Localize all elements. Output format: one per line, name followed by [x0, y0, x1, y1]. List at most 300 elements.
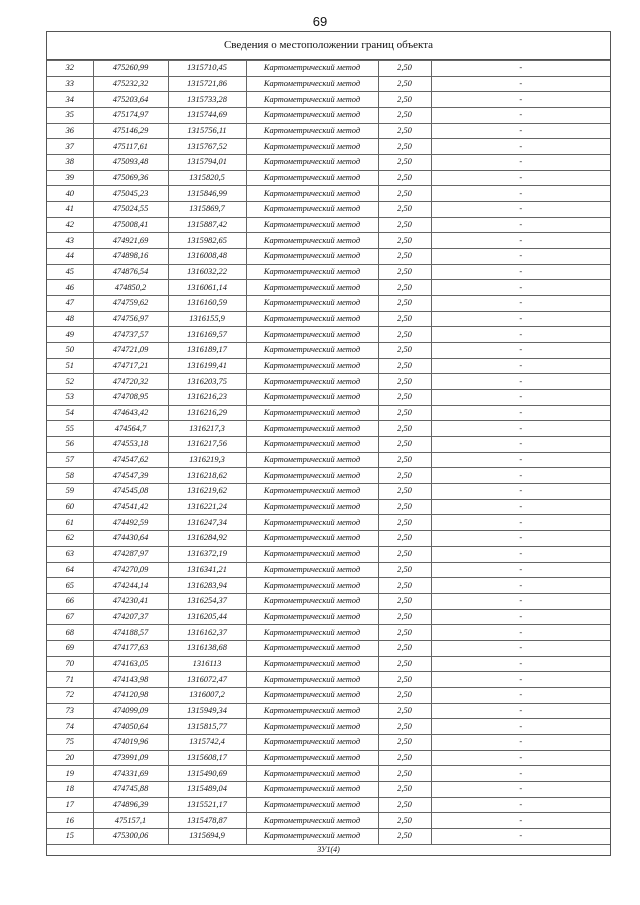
- coord-x: 473991,09: [93, 750, 168, 766]
- method-cell: Картометрический метод: [246, 374, 378, 390]
- point-number: 51: [47, 358, 93, 374]
- point-number: 58: [47, 468, 93, 484]
- note-cell: -: [431, 546, 610, 562]
- note-cell: -: [431, 781, 610, 797]
- method-cell: Картометрический метод: [246, 233, 378, 249]
- accuracy-cell: 2,50: [378, 640, 431, 656]
- accuracy-cell: 2,50: [378, 468, 431, 484]
- method-cell: Картометрический метод: [246, 484, 378, 500]
- coord-x: 474207,37: [93, 609, 168, 625]
- coord-x: 474244,14: [93, 578, 168, 594]
- point-number: 47: [47, 296, 93, 312]
- coord-x: 474492,59: [93, 515, 168, 531]
- coord-y: 1316372,19: [168, 546, 246, 562]
- accuracy-cell: 2,50: [378, 593, 431, 609]
- coord-y: 1315982,65: [168, 233, 246, 249]
- note-cell: -: [431, 672, 610, 688]
- coord-y: 1316341,21: [168, 562, 246, 578]
- coord-y: 1315794,01: [168, 155, 246, 171]
- coord-x: 474230,41: [93, 593, 168, 609]
- coord-x: 475232,32: [93, 76, 168, 92]
- note-cell: -: [431, 797, 610, 813]
- accuracy-cell: 2,50: [378, 484, 431, 500]
- coord-y: 1316217,56: [168, 437, 246, 453]
- point-number: 39: [47, 170, 93, 186]
- point-number: 71: [47, 672, 93, 688]
- coord-x: 474547,62: [93, 452, 168, 468]
- table-row: [47, 750, 610, 766]
- coord-y: 1316072,47: [168, 672, 246, 688]
- point-number: 43: [47, 233, 93, 249]
- method-cell: Картометрический метод: [246, 405, 378, 421]
- coord-y: 1316284,92: [168, 531, 246, 547]
- method-cell: Картометрический метод: [246, 593, 378, 609]
- coord-x: 474898,16: [93, 249, 168, 265]
- method-cell: Картометрический метод: [246, 515, 378, 531]
- accuracy-cell: 2,50: [378, 343, 431, 359]
- method-cell: Картометрический метод: [246, 640, 378, 656]
- coord-y: 1315490,69: [168, 766, 246, 782]
- coord-y: 1316218,62: [168, 468, 246, 484]
- method-cell: Картометрический метод: [246, 280, 378, 296]
- point-number: 60: [47, 499, 93, 515]
- coord-y: 1316205,44: [168, 609, 246, 625]
- method-cell: Картометрический метод: [246, 76, 378, 92]
- point-number: 72: [47, 687, 93, 703]
- accuracy-cell: 2,50: [378, 202, 431, 218]
- method-cell: Картометрический метод: [246, 734, 378, 750]
- accuracy-cell: 2,50: [378, 390, 431, 406]
- table-row: [47, 452, 610, 468]
- coord-x: 474050,64: [93, 719, 168, 735]
- method-cell: Картометрический метод: [246, 327, 378, 343]
- coord-y: 1316032,22: [168, 264, 246, 280]
- accuracy-cell: 2,50: [378, 734, 431, 750]
- point-number: 61: [47, 515, 93, 531]
- note-cell: -: [431, 593, 610, 609]
- point-number: 36: [47, 123, 93, 139]
- method-cell: Картометрический метод: [246, 766, 378, 782]
- point-number: 54: [47, 405, 93, 421]
- note-cell: -: [431, 264, 610, 280]
- coord-y: 1316155,9: [168, 311, 246, 327]
- point-number: 40: [47, 186, 93, 202]
- table-row: [47, 546, 610, 562]
- method-cell: Картометрический метод: [246, 813, 378, 829]
- point-number: 55: [47, 421, 93, 437]
- note-cell: -: [431, 217, 610, 233]
- coord-x: 475117,61: [93, 139, 168, 155]
- coord-y: 1316138,68: [168, 640, 246, 656]
- point-number: 63: [47, 546, 93, 562]
- note-cell: -: [431, 656, 610, 672]
- point-number: 34: [47, 92, 93, 108]
- note-cell: -: [431, 515, 610, 531]
- accuracy-cell: 2,50: [378, 687, 431, 703]
- table-row: [47, 92, 610, 108]
- table-row: [47, 233, 610, 249]
- accuracy-cell: 2,50: [378, 217, 431, 233]
- accuracy-cell: 2,50: [378, 813, 431, 829]
- point-number: 38: [47, 155, 93, 171]
- note-cell: -: [431, 531, 610, 547]
- accuracy-cell: 2,50: [378, 828, 431, 843]
- note-cell: -: [431, 139, 610, 155]
- table-row: [47, 562, 610, 578]
- coord-x: 474921,69: [93, 233, 168, 249]
- table-row: [47, 719, 610, 735]
- point-number: 18: [47, 781, 93, 797]
- point-number: 41: [47, 202, 93, 218]
- point-number: 42: [47, 217, 93, 233]
- note-cell: -: [431, 76, 610, 92]
- coord-x: 475174,97: [93, 108, 168, 124]
- coord-y: 1315756,11: [168, 123, 246, 139]
- coord-y: 1315489,04: [168, 781, 246, 797]
- point-number: 20: [47, 750, 93, 766]
- coord-y: 1315521,17: [168, 797, 246, 813]
- note-cell: -: [431, 719, 610, 735]
- method-cell: Картометрический метод: [246, 562, 378, 578]
- note-cell: -: [431, 562, 610, 578]
- coord-x: 474430,64: [93, 531, 168, 547]
- table-row: [47, 155, 610, 171]
- table-row: [47, 515, 610, 531]
- coord-x: 474331,69: [93, 766, 168, 782]
- boundary-table-frame: [46, 31, 611, 856]
- table-row: [47, 781, 610, 797]
- table-row: [47, 734, 610, 750]
- coord-y: 1316203,75: [168, 374, 246, 390]
- method-cell: Картометрический метод: [246, 797, 378, 813]
- note-cell: -: [431, 813, 610, 829]
- point-number: 37: [47, 139, 93, 155]
- point-number: 17: [47, 797, 93, 813]
- accuracy-cell: 2,50: [378, 61, 431, 77]
- coord-y: 1316283,94: [168, 578, 246, 594]
- note-cell: -: [431, 123, 610, 139]
- table-row: [47, 625, 610, 641]
- coord-y: 1315949,34: [168, 703, 246, 719]
- coord-x: 474099,09: [93, 703, 168, 719]
- table-row: [47, 468, 610, 484]
- coord-y: 1315846,99: [168, 186, 246, 202]
- method-cell: Картометрический метод: [246, 656, 378, 672]
- accuracy-cell: 2,50: [378, 280, 431, 296]
- table-row: [47, 217, 610, 233]
- accuracy-cell: 2,50: [378, 766, 431, 782]
- coord-x: 474177,63: [93, 640, 168, 656]
- coord-x: 474720,32: [93, 374, 168, 390]
- method-cell: Картометрический метод: [246, 781, 378, 797]
- coord-y: 1316217,3: [168, 421, 246, 437]
- coord-x: 475008,41: [93, 217, 168, 233]
- table-row: [47, 828, 610, 843]
- table-row: [47, 108, 610, 124]
- table-row: [47, 499, 610, 515]
- accuracy-cell: 2,50: [378, 703, 431, 719]
- coord-x: 474721,09: [93, 343, 168, 359]
- method-cell: Картометрический метод: [246, 578, 378, 594]
- note-cell: -: [431, 734, 610, 750]
- note-cell: -: [431, 468, 610, 484]
- coord-x: 474019,96: [93, 734, 168, 750]
- point-number: 66: [47, 593, 93, 609]
- note-cell: -: [431, 108, 610, 124]
- note-cell: -: [431, 640, 610, 656]
- note-cell: -: [431, 280, 610, 296]
- coord-y: 1316169,57: [168, 327, 246, 343]
- coord-x: 475260,99: [93, 61, 168, 77]
- note-cell: -: [431, 484, 610, 500]
- coord-y: 1315767,52: [168, 139, 246, 155]
- method-cell: Картометрический метод: [246, 217, 378, 233]
- table-row: [47, 296, 610, 312]
- point-number: 65: [47, 578, 93, 594]
- coord-x: 474756,97: [93, 311, 168, 327]
- table-row: [47, 358, 610, 374]
- coord-y: 1316113: [168, 656, 246, 672]
- method-cell: Картометрический метод: [246, 264, 378, 280]
- accuracy-cell: 2,50: [378, 578, 431, 594]
- note-cell: -: [431, 687, 610, 703]
- accuracy-cell: 2,50: [378, 76, 431, 92]
- point-number: 69: [47, 640, 93, 656]
- accuracy-cell: 2,50: [378, 264, 431, 280]
- note-cell: -: [431, 92, 610, 108]
- coordinates-table: [47, 60, 610, 844]
- point-number: 19: [47, 766, 93, 782]
- method-cell: Картометрический метод: [246, 92, 378, 108]
- coord-x: 474270,09: [93, 562, 168, 578]
- coord-x: 475024,55: [93, 202, 168, 218]
- point-number: 57: [47, 452, 93, 468]
- coord-y: 1316061,14: [168, 280, 246, 296]
- coord-x: 474745,88: [93, 781, 168, 797]
- table-row: [47, 609, 610, 625]
- point-number: 49: [47, 327, 93, 343]
- accuracy-cell: 2,50: [378, 672, 431, 688]
- method-cell: Картометрический метод: [246, 170, 378, 186]
- accuracy-cell: 2,50: [378, 452, 431, 468]
- method-cell: Картометрический метод: [246, 186, 378, 202]
- table-row: [47, 484, 610, 500]
- note-cell: -: [431, 358, 610, 374]
- coord-x: 474547,39: [93, 468, 168, 484]
- accuracy-cell: 2,50: [378, 437, 431, 453]
- table-row: [47, 374, 610, 390]
- method-cell: Картометрический метод: [246, 421, 378, 437]
- method-cell: Картометрический метод: [246, 61, 378, 77]
- table-row: [47, 186, 610, 202]
- coord-x: 474120,98: [93, 687, 168, 703]
- note-cell: -: [431, 202, 610, 218]
- accuracy-cell: 2,50: [378, 421, 431, 437]
- accuracy-cell: 2,50: [378, 186, 431, 202]
- coord-y: 1316007,2: [168, 687, 246, 703]
- point-number: 74: [47, 719, 93, 735]
- coord-y: 1315869,7: [168, 202, 246, 218]
- table-row: [47, 593, 610, 609]
- coord-y: 1315710,45: [168, 61, 246, 77]
- coord-y: 1315820,5: [168, 170, 246, 186]
- accuracy-cell: 2,50: [378, 139, 431, 155]
- point-number: 50: [47, 343, 93, 359]
- coord-x: 475069,36: [93, 170, 168, 186]
- coord-x: 474163,05: [93, 656, 168, 672]
- accuracy-cell: 2,50: [378, 515, 431, 531]
- method-cell: Картометрический метод: [246, 452, 378, 468]
- coord-x: 475093,48: [93, 155, 168, 171]
- point-number: 33: [47, 76, 93, 92]
- accuracy-cell: 2,50: [378, 296, 431, 312]
- note-cell: -: [431, 452, 610, 468]
- table-row: [47, 437, 610, 453]
- note-cell: -: [431, 437, 610, 453]
- coord-y: 1315478,87: [168, 813, 246, 829]
- method-cell: Картометрический метод: [246, 139, 378, 155]
- coord-y: 1315694,9: [168, 828, 246, 843]
- coord-y: 1316219,3: [168, 452, 246, 468]
- table-row: [47, 123, 610, 139]
- coord-y: 1316199,41: [168, 358, 246, 374]
- coord-x: 474143,98: [93, 672, 168, 688]
- table-row: [47, 76, 610, 92]
- coord-y: 1316189,17: [168, 343, 246, 359]
- point-number: 53: [47, 390, 93, 406]
- point-number: 62: [47, 531, 93, 547]
- point-number: 73: [47, 703, 93, 719]
- accuracy-cell: 2,50: [378, 405, 431, 421]
- note-cell: -: [431, 578, 610, 594]
- point-number: 64: [47, 562, 93, 578]
- note-cell: -: [431, 311, 610, 327]
- note-cell: -: [431, 374, 610, 390]
- coord-x: 474896,39: [93, 797, 168, 813]
- table-row: [47, 170, 610, 186]
- table-row: [47, 280, 610, 296]
- table-row: [47, 672, 610, 688]
- accuracy-cell: 2,50: [378, 123, 431, 139]
- coord-y: 1316219,62: [168, 484, 246, 500]
- method-cell: Картометрический метод: [246, 828, 378, 843]
- accuracy-cell: 2,50: [378, 797, 431, 813]
- method-cell: Картометрический метод: [246, 437, 378, 453]
- coord-y: 1315721,86: [168, 76, 246, 92]
- method-cell: Картометрический метод: [246, 687, 378, 703]
- method-cell: Картометрический метод: [246, 546, 378, 562]
- coord-y: 1315608,17: [168, 750, 246, 766]
- table-row: [47, 656, 610, 672]
- coord-x: 474553,18: [93, 437, 168, 453]
- accuracy-cell: 2,50: [378, 233, 431, 249]
- coord-y: 1316008,48: [168, 249, 246, 265]
- point-number: 44: [47, 249, 93, 265]
- coord-x: 474541,42: [93, 499, 168, 515]
- table-row: [47, 405, 610, 421]
- coord-x: 474708,95: [93, 390, 168, 406]
- coord-y: 1315744,69: [168, 108, 246, 124]
- coord-x: 474643,42: [93, 405, 168, 421]
- coord-y: 1315815,77: [168, 719, 246, 735]
- method-cell: Картометрический метод: [246, 531, 378, 547]
- method-cell: Картометрический метод: [246, 155, 378, 171]
- point-number: 70: [47, 656, 93, 672]
- note-cell: -: [431, 625, 610, 641]
- table-row: [47, 797, 610, 813]
- note-cell: -: [431, 499, 610, 515]
- table-row: [47, 531, 610, 547]
- coord-y: 1315733,28: [168, 92, 246, 108]
- note-cell: -: [431, 296, 610, 312]
- point-number: 16: [47, 813, 93, 829]
- method-cell: Картометрический метод: [246, 499, 378, 515]
- accuracy-cell: 2,50: [378, 719, 431, 735]
- coord-x: 475203,64: [93, 92, 168, 108]
- method-cell: Картометрический метод: [246, 296, 378, 312]
- note-cell: -: [431, 421, 610, 437]
- note-cell: -: [431, 390, 610, 406]
- table-row: [47, 327, 610, 343]
- table-row: [47, 264, 610, 280]
- accuracy-cell: 2,50: [378, 562, 431, 578]
- method-cell: Картометрический метод: [246, 672, 378, 688]
- note-cell: -: [431, 609, 610, 625]
- coord-x: 474759,62: [93, 296, 168, 312]
- method-cell: Картометрический метод: [246, 249, 378, 265]
- note-cell: -: [431, 61, 610, 77]
- point-number: 32: [47, 61, 93, 77]
- accuracy-cell: 2,50: [378, 92, 431, 108]
- coord-y: 1316221,24: [168, 499, 246, 515]
- accuracy-cell: 2,50: [378, 531, 431, 547]
- note-cell: -: [431, 249, 610, 265]
- method-cell: Картометрический метод: [246, 202, 378, 218]
- method-cell: Картометрический метод: [246, 358, 378, 374]
- accuracy-cell: 2,50: [378, 499, 431, 515]
- point-number: 46: [47, 280, 93, 296]
- table-row: [47, 813, 610, 829]
- table-row: [47, 202, 610, 218]
- note-cell: -: [431, 155, 610, 171]
- table-row: [47, 249, 610, 265]
- method-cell: Картометрический метод: [246, 343, 378, 359]
- coord-x: 474564,7: [93, 421, 168, 437]
- coord-y: 1316162,37: [168, 625, 246, 641]
- note-cell: -: [431, 405, 610, 421]
- accuracy-cell: 2,50: [378, 311, 431, 327]
- point-number: 75: [47, 734, 93, 750]
- accuracy-cell: 2,50: [378, 358, 431, 374]
- accuracy-cell: 2,50: [378, 170, 431, 186]
- note-cell: -: [431, 766, 610, 782]
- note-cell: -: [431, 703, 610, 719]
- coord-x: 475300,06: [93, 828, 168, 843]
- coord-y: 1316254,37: [168, 593, 246, 609]
- table-row: [47, 766, 610, 782]
- point-number: 45: [47, 264, 93, 280]
- method-cell: Картометрический метод: [246, 390, 378, 406]
- accuracy-cell: 2,50: [378, 327, 431, 343]
- coord-x: 475157,1: [93, 813, 168, 829]
- page-number: 69: [312, 14, 328, 29]
- method-cell: Картометрический метод: [246, 311, 378, 327]
- note-cell: -: [431, 233, 610, 249]
- accuracy-cell: 2,50: [378, 249, 431, 265]
- table-row: [47, 343, 610, 359]
- point-number: 35: [47, 108, 93, 124]
- table-row: [47, 311, 610, 327]
